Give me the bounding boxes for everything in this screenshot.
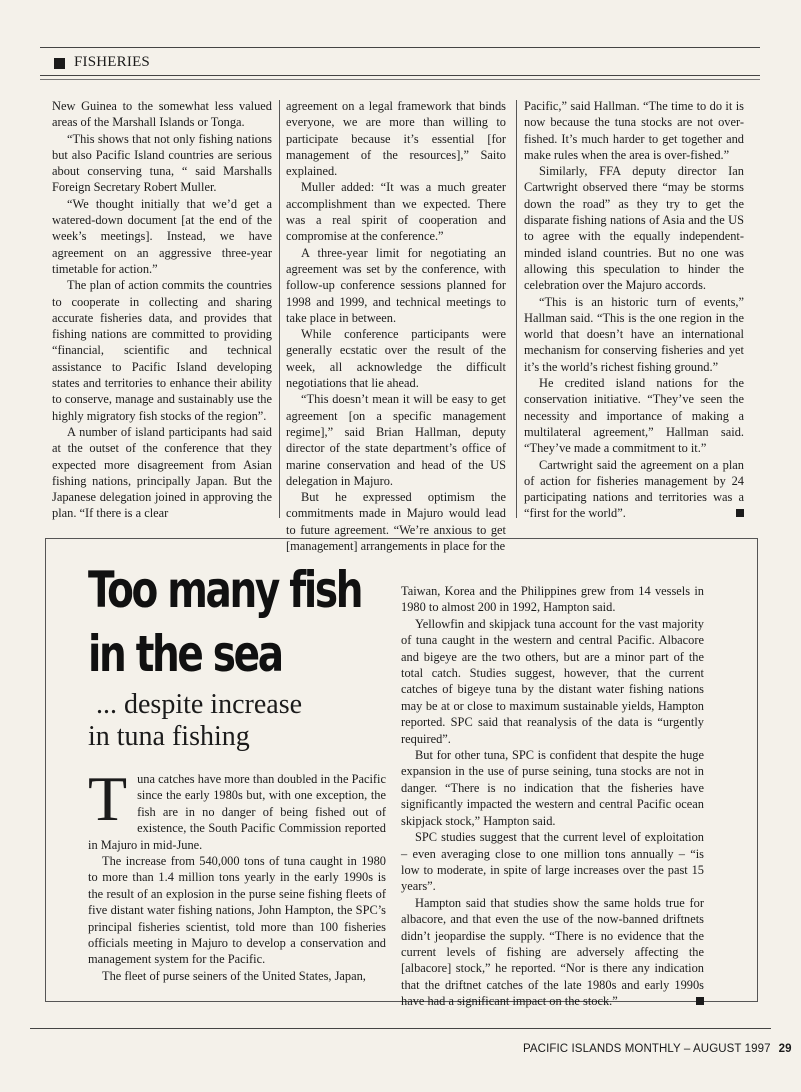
drop-cap: T bbox=[88, 763, 128, 834]
paragraph: Muller added: “It was a much greater accomplishment than we expected. There was a real spirit of cooperation and compromise at the conference.” bbox=[286, 180, 506, 244]
column-divider bbox=[516, 100, 517, 518]
paragraph: “This doesn’t mean it will be easy to get agreement [on a specific management regime],” said Brian Hallman, deputy director of the state department’s office of marine conservation and head of the US delegation in Majuro. bbox=[286, 392, 506, 488]
paragraph: The increase from 540,000 tons of tuna caught in 1980 to more than 1.4 million tons yearly in the early 1990s is the result of an explosion in the purse seine fishing fleets of five distant water fishing nations, John Hampton, the SPC’s principal fisheries scientist, told more than 100 fisheries officials meeting in Majuro to develop a conservation and management system for the Pacific. bbox=[88, 854, 386, 967]
article-column-3 bbox=[524, 98, 744, 522]
paragraph: The plan of action commits the countries to cooperate in collecting and sharing accurate fisheries data, and provides that fishing nations are committed to providing “financial, scientific and technical assistance to Pacific Island developing states and territories to enhance their ability to conserve, manage and sustainably use the highly migratory fish stocks of the region”. bbox=[52, 278, 272, 423]
section-label: FISHERIES bbox=[74, 54, 150, 70]
sidebar-headline bbox=[88, 563, 361, 681]
paragraph: But for other tuna, SPC is confident that despite the huge expansion in the use of purse seining, tuna stocks are not in danger. “There is no indication that the fisheries have significantly impacted the western and central Pacific ocean skipjack stock,” Hampton said. bbox=[401, 748, 704, 828]
header-rule bbox=[40, 75, 760, 76]
headline-line-1: Too many fish bbox=[88, 561, 362, 619]
lead-paragraph-text: una catches have more than doubled in the Pacific since the early 1980s but, with one exception, the fish are in no danger of being fished out of existence, the South Pacific Commission reported in Majuro in mid-June. bbox=[88, 772, 386, 852]
paragraph: “This is an historic turn of events,” Hallman said. “This is the one region in the world that doesn’t have an international mechanism for conserving fisheries and yet it’s the world’s richest fishing ground.” bbox=[524, 294, 744, 374]
headline-line-2: in the sea bbox=[88, 625, 282, 683]
sidebar-story-box bbox=[45, 538, 758, 1009]
article-column-1 bbox=[52, 98, 272, 522]
header-rule-thin bbox=[40, 79, 760, 80]
paragraph: “This shows that not only fishing nations but also Pacific Island countries are serious about conserving tuna, “ said Marshalls Foreign Secretary Robert Muller. bbox=[52, 131, 272, 195]
sidebar-subhead bbox=[88, 689, 302, 753]
end-of-article-square bbox=[696, 997, 704, 1005]
paragraph: New Guinea to the somewhat less valued areas of the Marshall Islands or Tonga. bbox=[52, 99, 272, 130]
paragraph: The fleet of purse seiners of the United States, Japan, bbox=[102, 968, 366, 983]
paragraph bbox=[401, 895, 704, 1010]
paragraph: While conference participants were generally ecstatic over the result of the week, all acknowledge the difficult negotiations that lie ahead. bbox=[286, 327, 506, 391]
lead-paragraph bbox=[88, 763, 386, 853]
section-marker-square bbox=[54, 58, 65, 69]
subhead-line-2: in tuna fishing bbox=[88, 721, 250, 752]
footer-rule bbox=[30, 1028, 771, 1029]
publication-line: PACIFIC ISLANDS MONTHLY – AUGUST 1997 bbox=[523, 1043, 771, 1055]
paragraph: He credited island nations for the conservation initiative. “They’ve seen the necessity and importance of making a multilateral agreement,” Hallman said. “They’ve made a commitment to it.” bbox=[524, 376, 744, 456]
end-of-article-square bbox=[736, 509, 744, 517]
subhead-line-1: ... despite increase bbox=[96, 689, 303, 720]
paragraph-text: Cartwright said the agreement on a plan of action for fisheries management by 24 participating nations and territories was a “first for the world”. bbox=[524, 457, 744, 521]
paragraph: Similarly, FFA deputy director Ian Cartwright observed there “may be storms down the road” as they try to get the disparate fishing nations of Asia and the US to agree with the equally independent-minded island countries. But no one was allowing this speculation to hinder the celebration over the Majuro accords. bbox=[524, 164, 744, 293]
paragraph: Yellowfin and skipjack tuna account for the vast majority of tuna caught in the western and central Pacific. Albacore and bigeye are the two others, but are a minor part of the total catch. Studies suggest, however, that the current catches of bigeye tuna by the distant water fishing nations may be at or close to maximum sustainable yields, Hampton reported. SPC said that reanalysis of the data is “urgently required”. bbox=[401, 616, 704, 746]
section-header bbox=[40, 53, 760, 75]
paragraph: “We thought initially that we’d get a watered-down document [at the end of the week’s meetings]. Instead, we have agreement on an aggressive three-year timetable for action.” bbox=[52, 196, 272, 276]
paragraph: Pacific,” said Hallman. “The time to do it is now because the tuna stocks are not over-fished. It’s much harder to get together and make rules when the area is over-fished.” bbox=[524, 99, 744, 162]
sidebar-column-left bbox=[88, 763, 386, 984]
paragraph: Taiwan, Korea and the Philippines grew from 14 vessels in 1980 to almost 200 in 1992, Hampton said. bbox=[401, 584, 704, 615]
paragraph bbox=[524, 457, 744, 522]
paragraph: SPC studies suggest that the current level of exploitation – even averaging close to one million tons annually – “is low to moderate, in spite of large increases over the past 15 years”. bbox=[401, 830, 704, 894]
paragraph: A number of island participants had said at the outset of the conference that they expected more disagreement from Asian fishing nations, principally Japan. But the Japanese delegation joined in approving the plan. “If there is a clear bbox=[52, 424, 272, 521]
paragraph: But he expressed optimism the commitments made in Majuro would lead to future agreement. “We’re anxious to get [management] arrangements in place for the bbox=[286, 490, 506, 554]
header-top-rule bbox=[40, 47, 760, 48]
page-number: 29 bbox=[778, 1043, 792, 1055]
paragraph: A three-year limit for negotiating an agreement was set by the conference, with follow-up conference sessions planned for 1998 and 1999, and technical meetings to take place in between. bbox=[286, 245, 506, 325]
page-footer bbox=[523, 1043, 792, 1055]
column-divider bbox=[279, 100, 280, 518]
sidebar-column-right bbox=[401, 583, 704, 1010]
article-column-2 bbox=[286, 98, 506, 554]
paragraph: agreement on a legal framework that binds everyone, we are more than willing to participate because it’s essential [for management of the resources],” Saito explained. bbox=[286, 99, 506, 179]
paragraph-text: Hampton said that studies show the same holds true for albacore, and that even the use of the now-banned driftnets didn’t jeopardise the supply. “There is no evidence that the current levels of fishing are adversely affecting the [albacore] stock,” he reported. “Nor is there any indication that the driftnet catches of the late 1980s and early 1990s have had a significant impact on the stock.” bbox=[401, 895, 704, 1009]
